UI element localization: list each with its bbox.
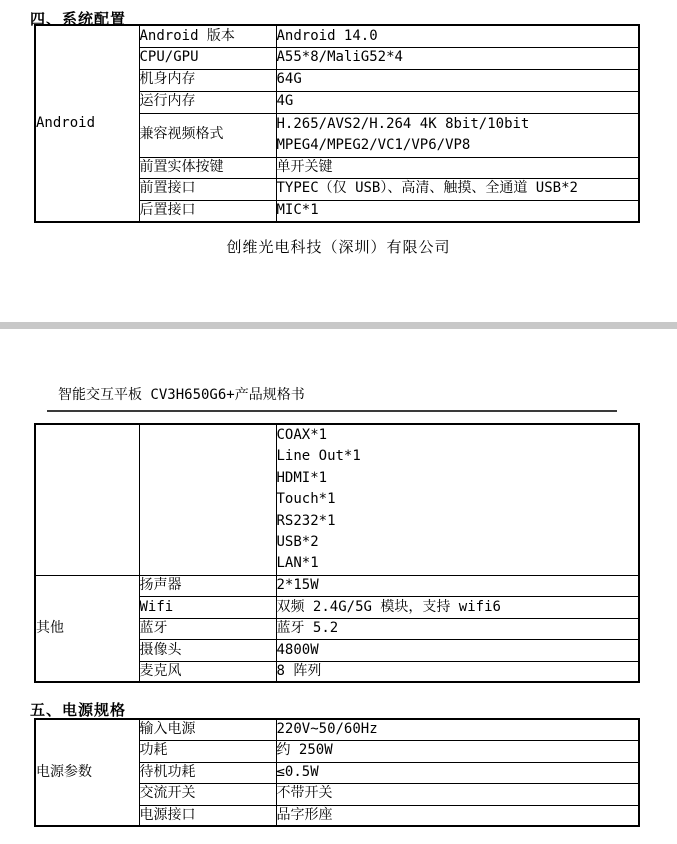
- spec-label-video-formats: 兼容视频格式: [139, 113, 276, 157]
- page-break-band: [0, 322, 677, 329]
- group-cell-power-params: 电源参数: [35, 719, 139, 826]
- spec-label-input-power: 输入电源: [139, 719, 276, 740]
- system-config-table: [34, 24, 640, 223]
- empty-group-cell: [35, 424, 139, 575]
- spec-value-power-consumption: 约 250W: [276, 740, 639, 762]
- spec-label-cpu-gpu: CPU/GPU: [139, 47, 276, 69]
- spec-label-microphone: 麦克风: [139, 661, 276, 682]
- port-item: Line Out*1: [276, 448, 361, 465]
- spec-value-input-power: 220V~50/60Hz: [276, 719, 639, 740]
- port-item: USB*2: [276, 534, 319, 551]
- spec-label-android-version: Android 版本: [139, 25, 276, 47]
- section-title-power-spec: 五、电源规格: [30, 701, 127, 719]
- empty-label-cell: [139, 424, 276, 575]
- spec-label-wifi: Wifi: [139, 596, 276, 618]
- spec-value-storage: 64G: [276, 69, 639, 91]
- spec-label-storage: 机身内存: [139, 69, 276, 91]
- video-format-line: MPEG4/MPEG2/VC1/VP6/VP8: [276, 137, 471, 153]
- spec-label-front-ports: 前置接口: [139, 178, 276, 200]
- spec-label-ram: 运行内存: [139, 91, 276, 113]
- spec-value-ac-switch: 不带开关: [276, 783, 639, 805]
- spec-label-speaker: 扬声器: [139, 575, 276, 596]
- spec-label-power-consumption: 功耗: [139, 740, 276, 762]
- spec-value-android-version: Android 14.0: [276, 25, 639, 47]
- company-name: 创维光电科技（深圳）有限公司: [226, 238, 451, 256]
- spec-value-front-keys: 单开关键: [276, 157, 639, 178]
- doc-title: 智能交互平板 CV3H650G6+产品规格书: [58, 387, 305, 403]
- spec-value-wifi: 双频 2.4G/5G 模块，支持 wifi6: [276, 596, 639, 618]
- table-row: [35, 25, 639, 47]
- table-row: [35, 719, 639, 740]
- spec-value-cpu-gpu: A55*8/MaliG52*4: [276, 47, 639, 69]
- other-specs-table: [34, 423, 640, 683]
- video-format-line: H.265/AVS2/H.264 4K 8bit/10bit: [276, 116, 530, 132]
- spec-value-microphone: 8 阵列: [276, 661, 639, 682]
- spec-label-camera: 摄像头: [139, 639, 276, 661]
- spec-value-front-ports: TYPEC（仅 USB）、高清、触摸、全通道 USB*2: [276, 178, 639, 200]
- spec-label-bluetooth: 蓝牙: [139, 618, 276, 639]
- spec-value-ram: 4G: [276, 91, 639, 113]
- spec-value-standby-power: ≤0.5W: [276, 762, 639, 783]
- spec-value-camera: 4800W: [276, 639, 639, 661]
- spec-label-ac-switch: 交流开关: [139, 783, 276, 805]
- spec-value-speaker: 2*15W: [276, 575, 639, 596]
- port-item: Touch*1: [276, 491, 336, 508]
- group-cell-android: Android: [35, 25, 139, 222]
- table-row: [35, 575, 639, 596]
- spec-value-power-socket: 品字形座: [276, 805, 639, 826]
- group-cell-other: 其他: [35, 575, 139, 682]
- spec-label-rear-ports: 后置接口: [139, 200, 276, 222]
- power-spec-table: [34, 718, 640, 827]
- spec-label-standby-power: 待机功耗: [139, 762, 276, 783]
- section-title-system-config: 四、系统配置: [30, 10, 127, 28]
- ports-list-cell: [276, 424, 639, 575]
- spec-value-bluetooth: 蓝牙 5.2: [276, 618, 639, 639]
- spec-label-front-keys: 前置实体按键: [139, 157, 276, 178]
- port-item: LAN*1: [276, 555, 319, 572]
- port-item: HDMI*1: [276, 469, 328, 486]
- spec-label-power-socket: 电源接口: [139, 805, 276, 826]
- port-item: RS232*1: [276, 512, 336, 529]
- spec-value-video-formats: [276, 113, 639, 157]
- table-row: [35, 424, 639, 575]
- port-item: COAX*1: [276, 427, 328, 443]
- doc-title-header: [47, 384, 617, 412]
- spec-value-rear-ports: MIC*1: [276, 200, 639, 222]
